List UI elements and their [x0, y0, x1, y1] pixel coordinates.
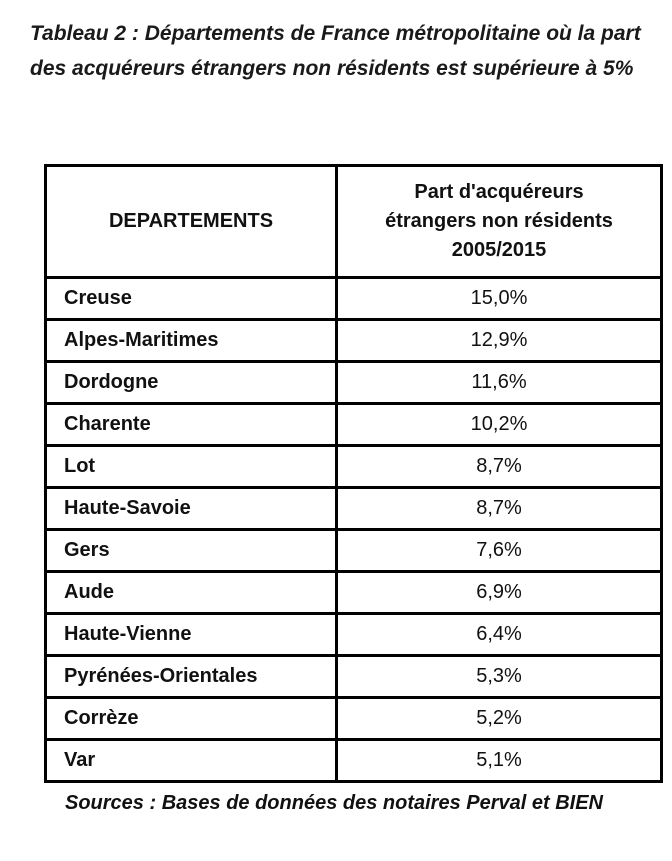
departement-cell: Var: [46, 740, 337, 782]
table-row: [46, 320, 662, 362]
part-cell: 5,1%: [337, 740, 662, 782]
table-row: [46, 446, 662, 488]
departement-cell: Haute-Savoie: [46, 488, 337, 530]
part-cell: 11,6%: [337, 362, 662, 404]
table-body: [46, 278, 662, 782]
departement-cell: Dordogne: [46, 362, 337, 404]
part-cell: 12,9%: [337, 320, 662, 362]
departement-cell: Pyrénées-Orientales: [46, 656, 337, 698]
part-cell: 7,6%: [337, 530, 662, 572]
table-row: [46, 698, 662, 740]
table-row: [46, 572, 662, 614]
departement-cell: Gers: [46, 530, 337, 572]
column-header-departements: DEPARTEMENTS: [46, 166, 337, 278]
table-row: [46, 656, 662, 698]
table-caption: [30, 16, 658, 86]
part-cell: 15,0%: [337, 278, 662, 320]
column-header-part-label: Part d'acquéreurs étrangers non résidents 2005/2015: [385, 181, 613, 261]
table-row: [46, 740, 662, 782]
departement-cell: Corrèze: [46, 698, 337, 740]
table-row: [46, 488, 662, 530]
part-cell: 5,2%: [337, 698, 662, 740]
table-row: [46, 278, 662, 320]
sources-note: Sources : Bases de données des notaires Perval et BIEN: [65, 792, 603, 814]
departement-cell: Charente: [46, 404, 337, 446]
table-header: [46, 166, 662, 278]
table-caption-line-2: des acquéreurs étrangers non résidents est supérieure à 5%: [30, 57, 634, 80]
part-cell: 8,7%: [337, 446, 662, 488]
part-cell: 6,9%: [337, 572, 662, 614]
table-row: [46, 530, 662, 572]
departement-cell: Haute-Vienne: [46, 614, 337, 656]
departement-cell: Lot: [46, 446, 337, 488]
departements-table: [44, 164, 663, 783]
departement-cell: Creuse: [46, 278, 337, 320]
table-row: [46, 614, 662, 656]
table-row: [46, 404, 662, 446]
departement-cell: Aude: [46, 572, 337, 614]
part-cell: 8,7%: [337, 488, 662, 530]
part-cell: 5,3%: [337, 656, 662, 698]
table-caption-line-1: Tableau 2 : Départements de France métropolitaine où la part: [30, 22, 641, 45]
departement-cell: Alpes-Maritimes: [46, 320, 337, 362]
column-header-part: [337, 166, 662, 278]
header-row: [46, 166, 662, 278]
part-cell: 10,2%: [337, 404, 662, 446]
part-cell: 6,4%: [337, 614, 662, 656]
table-row: [46, 362, 662, 404]
